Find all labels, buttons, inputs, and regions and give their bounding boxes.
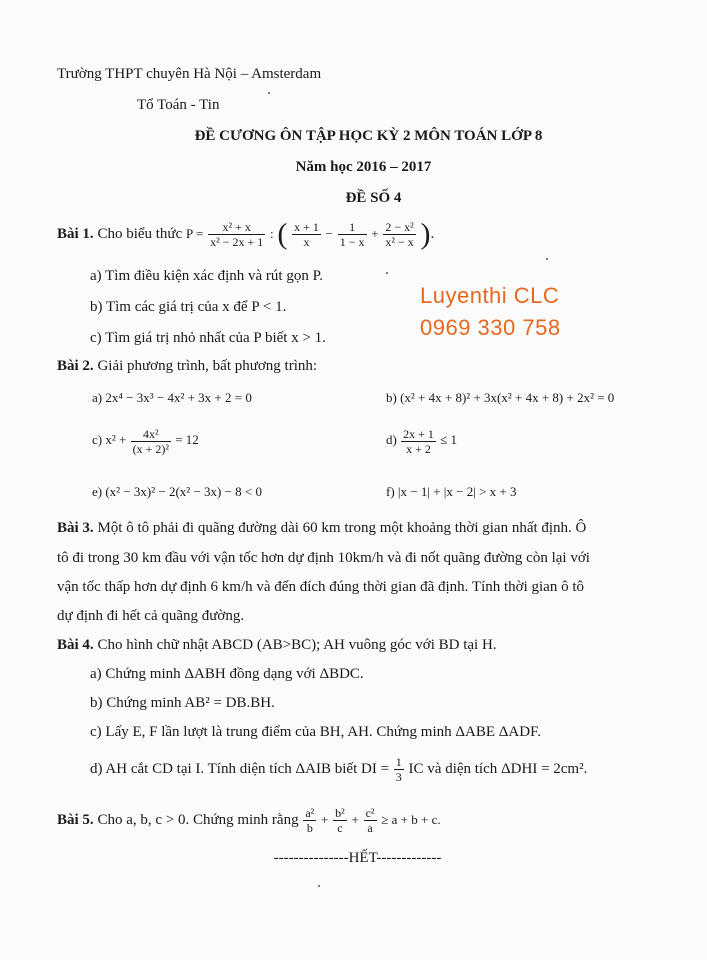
bai1-part-a: a) Tìm điều kiện xác định và rút gọn P.: [90, 268, 324, 284]
bai4-part-c: c) Lấy E, F lần lượt là trung điểm của BH, AH. Chứng minh ΔABE ΔADF.: [90, 724, 541, 740]
bai3-line-4: dự định đi hết cả quãng đường.: [57, 608, 245, 624]
bai1-fraction-1: $\frac{\text{x² + x}}{\text{x² − 2x + 1}}$: [210, 220, 264, 250]
bai5-fraction-2: $\frac{\text{b²}}{c}$: [335, 806, 345, 836]
bai1-minus: −: [325, 226, 333, 241]
bai1-open-paren: (: [277, 217, 288, 251]
department-name: Tổ Toán - Tin: [137, 97, 220, 113]
bai4-part-a: a) Chứng minh ΔABH đồng dạng với ΔBDC.: [90, 666, 364, 682]
bai2-part-d: d) $\frac{2x + 1}{x + 2}$ ≤ 1: [386, 426, 458, 456]
bai1-close-paren: ): [420, 217, 431, 251]
bai2-d-fraction: $\frac{2x + 1}{x + 2}$: [403, 426, 434, 456]
bai1-part-c: c) Tìm giá trị nhỏ nhất của P biết x > 1.: [90, 330, 326, 346]
watermark-line-1: Luyenthi CLC: [420, 283, 560, 308]
end-marker: ---------------HẾT-------------: [273, 850, 442, 866]
bai2-statement: [57, 356, 317, 376]
bai1-end: .: [430, 226, 435, 242]
bai2-part-c: c) x² + $\frac{\text{4x²}}{\text{(x + 2)²}}$ = 12: [92, 426, 199, 456]
bai5-label: Bài 5.: [57, 812, 94, 828]
bai1-part-b: b) Tìm các giá trị của x để P < 1.: [90, 299, 287, 315]
bai1-plus: +: [371, 226, 379, 241]
bai2-part-a: a) 2x⁴ − 3x³ − 4x² + 3x + 2 = 0: [92, 390, 252, 405]
bai2-label: Bài 2.: [57, 358, 94, 374]
school-year: Năm học 2016 – 2017: [295, 159, 432, 175]
scan-speck: [268, 92, 270, 94]
bai5-statement: Bài 5. Cho a, b, c > 0. Chứng minh rằng $\frac{\text{a²}}{b}$ + $\frac{\text{b²}}{c}$ + $\frac{\text{c²}}{a}$ ≥ a + b + c.: [57, 806, 441, 836]
school-name: Trường THPT chuyên Hà Nội – Amsterdam: [57, 66, 322, 82]
bai3-label: Bài 3.: [57, 520, 94, 536]
bai2-part-f: f) |x − 1| + |x − 2| > x + 3: [386, 484, 517, 499]
bai1-fraction-3: $\frac{1}{1 - x}$: [339, 220, 365, 250]
bai1-fraction-2: $\frac{x + 1}{x}$: [294, 220, 319, 250]
bai4-part-d: d) AH cắt CD tại I. Tính diện tích ΔAIB biết DI = $\frac{1}{3}$ IC và diện tích ΔDHI = 2cm².: [90, 755, 588, 785]
bai1-statement: [57, 218, 434, 251]
bai2-intro: Giải phương trình, bất phương trình:: [97, 358, 318, 374]
bai4-d-fraction: $\frac{1}{3}$: [395, 755, 402, 785]
bai3-line-2: tô đi trong 30 km đầu với vận tốc hơn dự định 10km/h và đi nốt quãng đường còn lại với: [57, 550, 590, 566]
bai1-intro: Cho biểu thức: [97, 226, 183, 242]
watermark-line-2: 0969 330 758: [420, 315, 561, 340]
bai2-c-fraction: $\frac{\text{4x²}}{\text{(x + 2)²}}$: [132, 426, 169, 456]
scan-speck: [386, 272, 388, 274]
scan-speck: [318, 885, 320, 887]
bai2-part-e: e) (x² − 3x)² − 2(x² − 3x) − 8 < 0: [92, 484, 263, 499]
bai3-line-3: vận tốc thấp hơn dự định 6 km/h và đến đích đúng thời gian đã định. Tính thời gian ô tô: [57, 579, 584, 595]
document-title: ĐỀ CƯƠNG ÔN TẬP HỌC KỲ 2 MÔN TOÁN LỚP 8: [194, 128, 543, 144]
exam-number: ĐỀ SỐ 4: [345, 190, 402, 206]
bai4-label: Bài 4.: [57, 637, 94, 653]
bai1-fraction-4: $\frac{\text{2 − x²}}{\text{x² − x}}$: [385, 220, 414, 250]
bai3-line-1: Bài 3. Một ô tô phải đi quãng đường dài 60 km trong một khoảng thời gian nhất định. Ô: [57, 520, 587, 536]
bai4-part-b: b) Chứng minh AB² = DB.BH.: [90, 695, 275, 711]
bai4-statement: Bài 4. Cho hình chữ nhật ABCD (AB>BC); AH vuông góc với BD tại H.: [57, 637, 497, 653]
bai1-colon: :: [269, 226, 274, 241]
bai5-fraction-3: $\frac{\text{c²}}{a}$: [365, 806, 375, 836]
bai1-label: Bài 1.: [57, 226, 94, 242]
bai5-fraction-1: $\frac{\text{a²}}{b}$: [305, 806, 315, 836]
bai1-p-eq: P =: [185, 226, 204, 241]
bai2-part-b: b) (x² + 4x + 8)² + 3x(x² + 4x + 8) + 2x² = 0: [386, 390, 615, 405]
scan-speck: [546, 258, 548, 260]
